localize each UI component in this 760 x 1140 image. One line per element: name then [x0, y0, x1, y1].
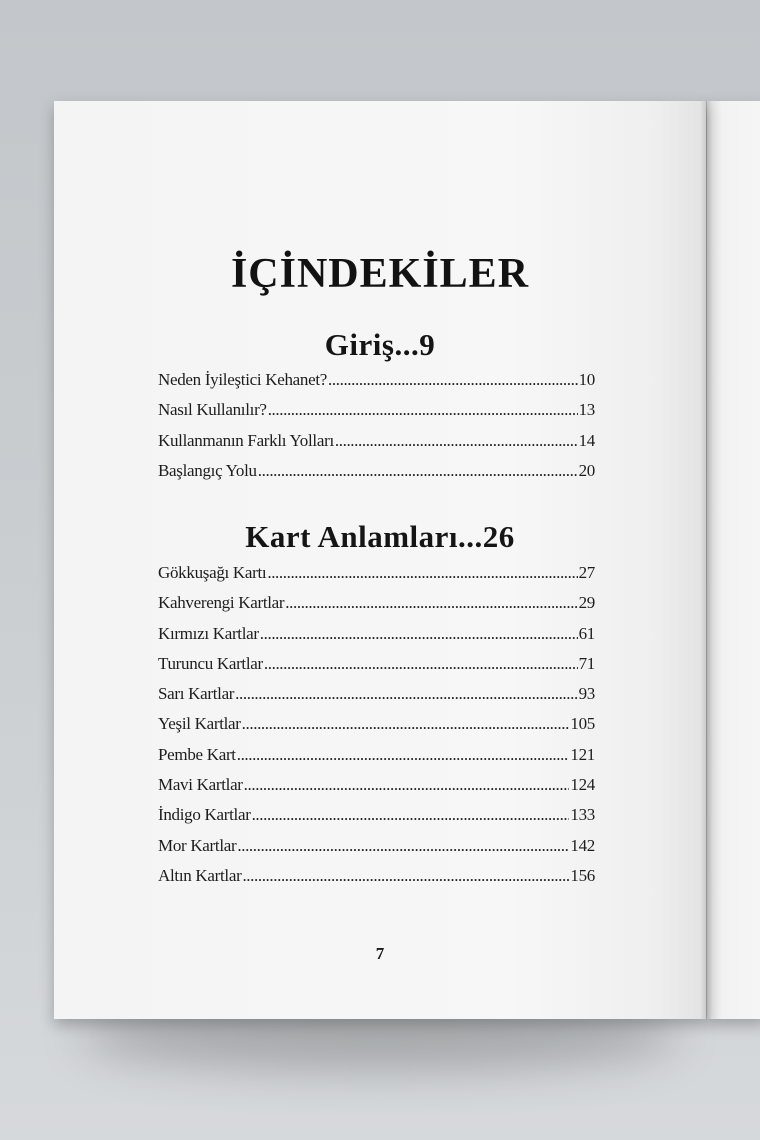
toc-dot-leader — [252, 805, 570, 825]
toc-entry-page: 124 — [570, 775, 595, 795]
toc-dot-leader — [328, 370, 578, 390]
toc-entry-label: Altın Kartlar — [158, 865, 242, 885]
toc-entry-page: 93 — [578, 684, 595, 704]
toc-entry-label: İndigo Kartlar — [158, 805, 251, 825]
toc-entry-label: Mor Kartlar — [158, 835, 237, 855]
toc-list-giris — [158, 370, 595, 491]
toc-dot-leader — [258, 461, 578, 481]
toc-dot-leader — [242, 714, 570, 734]
toc-entry[interactable] — [158, 714, 595, 744]
toc-entry-page: 156 — [570, 865, 595, 885]
toc-entry[interactable] — [158, 400, 595, 430]
toc-entry-page: 29 — [578, 593, 595, 613]
toc-entry-page: 142 — [570, 835, 595, 855]
toc-entry[interactable] — [158, 370, 595, 400]
toc-entry[interactable] — [158, 836, 595, 866]
toc-dot-leader — [237, 745, 570, 765]
toc-entry[interactable] — [158, 624, 595, 654]
toc-entry-label: Mavi Kartlar — [158, 775, 243, 795]
toc-entry[interactable] — [158, 805, 595, 835]
toc-dot-leader — [285, 593, 577, 613]
toc-entry-label: Başlangıç Yolu — [158, 460, 257, 480]
toc-entry[interactable] — [158, 461, 595, 491]
toc-entry[interactable] — [158, 593, 595, 623]
toc-entry-label: Gökkuşağı Kartı — [158, 563, 267, 582]
toc-entry-page: 13 — [578, 400, 595, 420]
page-title: İÇİNDEKİLER — [230, 251, 530, 297]
toc-entry-page: 27 — [578, 563, 595, 582]
toc-dot-leader — [244, 775, 570, 795]
toc-entry-page: 20 — [578, 460, 595, 480]
toc-entry-page: 10 — [578, 370, 595, 389]
book-gutter — [700, 101, 712, 1019]
section-heading-kart-anlamlari: Kart Anlamları...26 — [245, 519, 515, 554]
toc-entry-label: Sarı Kartlar — [158, 684, 235, 704]
toc-entry[interactable] — [158, 654, 595, 684]
toc-entry-page: 14 — [578, 430, 595, 450]
toc-entry-label: Neden İyileştici Kehanet? — [158, 370, 328, 389]
toc-dot-leader — [267, 563, 577, 583]
toc-entry-label: Kullanmanın Farklı Yolları — [158, 430, 334, 450]
toc-entry-page: 61 — [578, 623, 595, 643]
toc-entry-label: Kahverengi Kartlar — [158, 593, 285, 613]
toc-entry-label: Nasıl Kullanılır? — [158, 400, 267, 420]
page-number: 7 — [375, 944, 385, 963]
toc-dot-leader — [264, 654, 578, 674]
toc-entry[interactable] — [158, 775, 595, 805]
toc-dot-leader — [242, 866, 569, 886]
toc-entry-page: 133 — [570, 805, 595, 825]
toc-dot-leader — [260, 624, 578, 644]
toc-entry-page: 121 — [570, 744, 595, 764]
toc-entry-page: 105 — [570, 714, 595, 734]
facing-page — [707, 101, 760, 1019]
toc-entry[interactable] — [158, 745, 595, 775]
toc-dot-leader — [237, 836, 569, 856]
toc-entry-label: Kırmızı Kartlar — [158, 623, 259, 643]
toc-dot-leader — [335, 431, 578, 451]
toc-entry-label: Yeşil Kartlar — [158, 714, 241, 734]
toc-entry-label: Turuncu Kartlar — [158, 653, 263, 673]
toc-dot-leader — [235, 684, 577, 704]
toc-list-kart-anlamlari — [158, 563, 595, 896]
toc-entry-label: Pembe Kart — [158, 744, 236, 764]
toc-entry[interactable] — [158, 684, 595, 714]
section-heading-giris: Giriş...9 — [324, 327, 436, 362]
toc-entry[interactable] — [158, 866, 595, 896]
toc-entry[interactable] — [158, 563, 595, 593]
toc-entry-page: 71 — [578, 653, 595, 673]
toc-entry[interactable] — [158, 431, 595, 461]
toc-dot-leader — [268, 400, 578, 420]
